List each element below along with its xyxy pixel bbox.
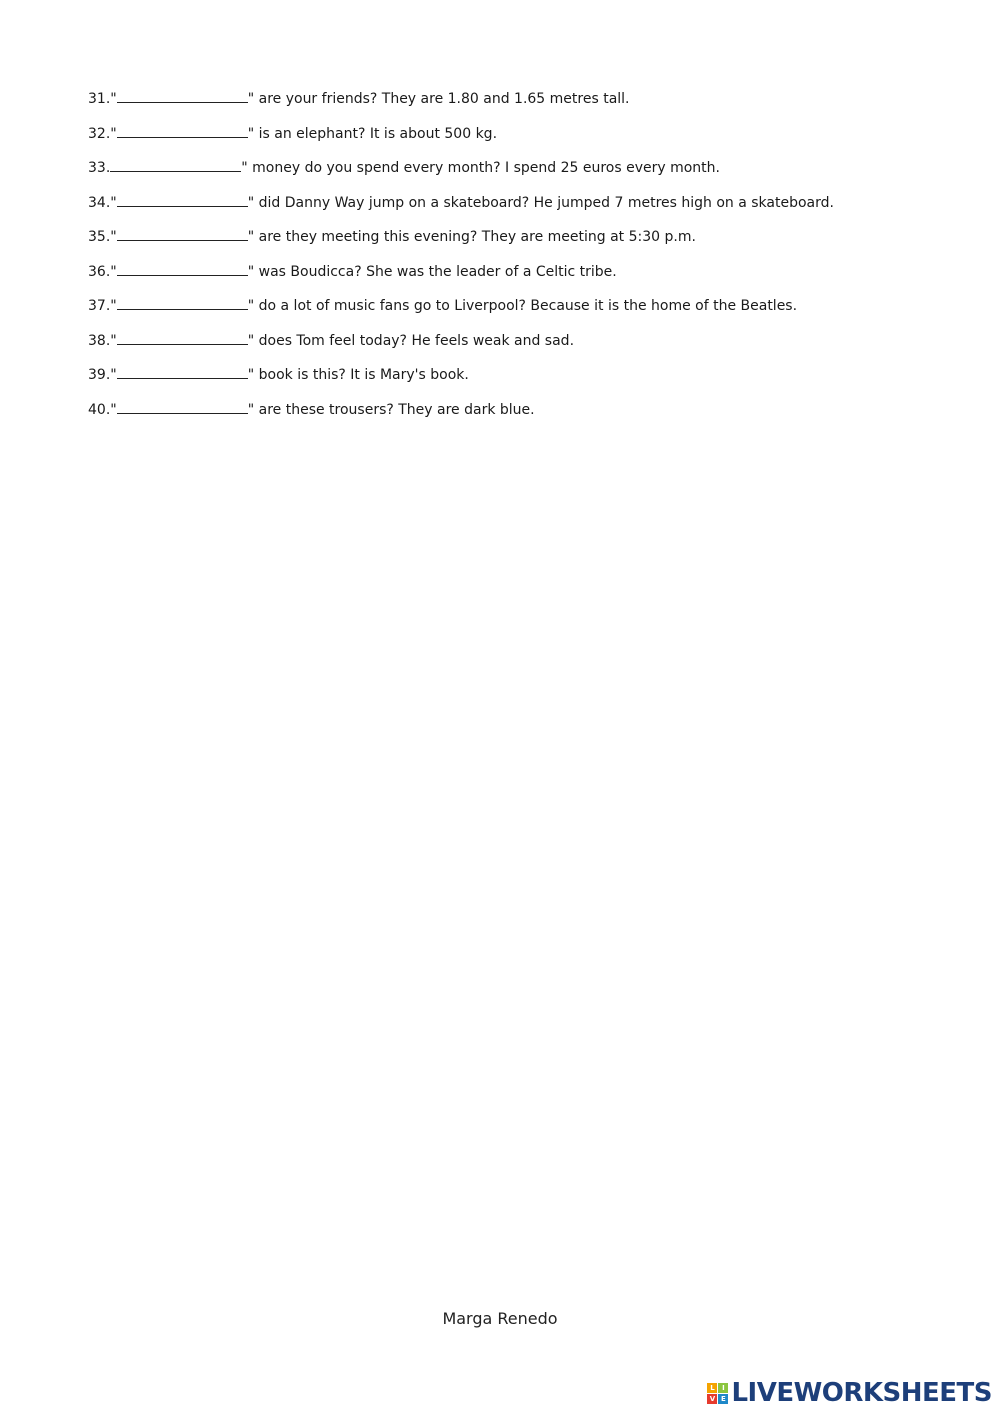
close-quote: " — [247, 194, 255, 211]
logo-tile: E — [718, 1394, 728, 1404]
question-number: 34. — [88, 194, 111, 211]
author-name: Marga Renedo — [442, 1309, 558, 1328]
question-row — [88, 89, 968, 124]
logo-tile: I — [718, 1383, 728, 1393]
question-row — [88, 124, 968, 159]
question-row — [88, 193, 968, 228]
question-text: did Danny Way jump on a skateboard? He jumped 7 metres high on a skateboard. — [254, 194, 834, 211]
close-quote: " — [247, 229, 255, 245]
open-quote: " — [110, 332, 117, 349]
close-quote: " — [247, 91, 255, 107]
question-text: was Boudicca? She was the leader of a Celtic tribe. — [254, 263, 617, 280]
question-number: 35. — [88, 229, 111, 245]
answer-blank[interactable] — [117, 193, 248, 207]
answer-blank[interactable] — [117, 296, 248, 310]
question-text: money do you spend every month? I spend 25 euros every month. — [247, 160, 720, 176]
close-quote: " — [247, 263, 255, 280]
answer-blank[interactable] — [117, 331, 248, 345]
question-row — [88, 365, 968, 400]
question-number: 37. — [88, 298, 111, 314]
question-number: 40. — [88, 401, 111, 418]
answer-blank[interactable] — [117, 365, 248, 379]
question-row — [88, 262, 968, 297]
question-number: 38. — [88, 332, 111, 349]
close-quote: " — [247, 332, 255, 349]
question-number: 39. — [88, 367, 111, 383]
close-quote: " — [247, 298, 255, 314]
question-text: are your friends? They are 1.80 and 1.65 metres tall. — [254, 91, 630, 107]
question-number: 32. — [88, 125, 111, 142]
open-quote: " — [110, 125, 117, 142]
open-quote: " — [110, 229, 117, 245]
logo-tile: L — [707, 1383, 717, 1393]
question-number: 31. — [88, 91, 111, 107]
logo-mark-icon — [707, 1383, 728, 1404]
question-row — [88, 400, 968, 435]
question-number: 33. — [88, 160, 111, 176]
liveworksheets-logo — [707, 1378, 992, 1408]
answer-blank[interactable] — [117, 89, 248, 103]
open-quote: " — [110, 91, 117, 107]
question-text: book is this? It is Mary's book. — [254, 367, 469, 383]
question-row — [88, 227, 968, 262]
question-text: do a lot of music fans go to Liverpool? Because it is the home of the Beatles. — [254, 298, 798, 314]
question-row — [88, 158, 968, 193]
close-quote: " — [247, 367, 255, 383]
open-quote: " — [110, 367, 117, 383]
logo-text: LIVEWORKSHEETS — [731, 1378, 992, 1408]
question-text: does Tom feel today? He feels weak and sad. — [254, 332, 575, 349]
question-list — [88, 89, 968, 434]
open-quote: " — [110, 194, 117, 211]
close-quote: " — [241, 160, 248, 176]
close-quote: " — [247, 401, 255, 418]
question-text: are they meeting this evening? They are meeting at 5:30 p.m. — [254, 229, 696, 245]
answer-blank[interactable] — [117, 400, 248, 414]
open-quote: " — [110, 298, 117, 314]
answer-blank[interactable] — [117, 227, 248, 241]
question-row — [88, 296, 968, 331]
question-row — [88, 331, 968, 366]
open-quote: " — [110, 401, 117, 418]
open-quote: " — [110, 263, 117, 280]
close-quote: " — [247, 125, 255, 142]
logo-tile: V — [707, 1394, 717, 1404]
question-text: are these trousers? They are dark blue. — [254, 401, 535, 418]
question-text: is an elephant? It is about 500 kg. — [254, 125, 498, 142]
answer-blank[interactable] — [117, 124, 248, 138]
answer-blank[interactable] — [117, 262, 248, 276]
question-number: 36. — [88, 263, 111, 280]
answer-blank[interactable] — [110, 158, 241, 172]
